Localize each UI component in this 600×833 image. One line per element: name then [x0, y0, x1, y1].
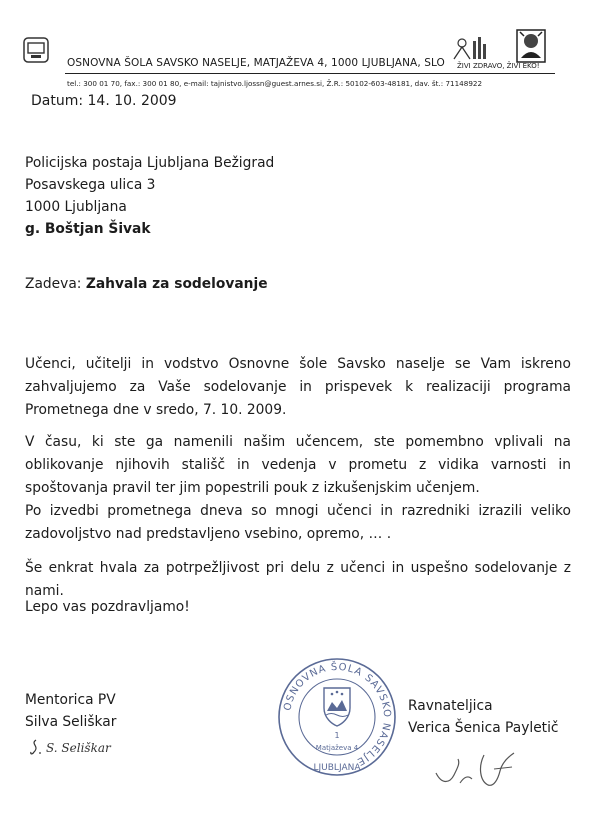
closing-greeting: Lepo vas pozdravljamo!	[25, 599, 190, 615]
stamp-city: LJUBLJANA	[313, 763, 361, 773]
stamp-ring-text: OSNOVNA ŠOLA SAVSKO NASELJE	[282, 661, 393, 768]
paragraph-4: Še enkrat hvala za potrpežljivost pri delu z učenci in uspešno sodelovanje z nami.	[25, 560, 571, 599]
school-stamp	[276, 656, 398, 778]
right-signatory-role: Ravnateljica	[408, 698, 493, 714]
subject-line	[25, 276, 268, 292]
slovenia-coat-of-arms-icon	[324, 688, 350, 726]
recipient-line-3: 1000 Ljubljana	[25, 199, 127, 215]
stamp-address: Matjaževa 4	[315, 744, 359, 752]
left-signatory-role: Mentorica PV	[25, 692, 116, 708]
right-handwritten-signature	[428, 745, 548, 790]
healthy-school-logo-icon	[448, 33, 492, 63]
stamp-number: 1	[334, 731, 340, 740]
school-contact-line: tel.: 300 01 70, fax.: 300 01 80, e-mail: tajnistvo.ljossn@guest.arnes.si, Ž.R.: 50102-603-48181, dav. št.: 71148922	[67, 79, 483, 88]
recipient-line-2: Posavskega ulica 3	[25, 177, 156, 193]
right-signatory-name: Verica Šenica Payletič	[408, 720, 559, 736]
left-signature-text: S. Seliškar	[46, 741, 111, 755]
left-signatory-name: Silva Seliškar	[25, 714, 117, 730]
paragraph-3: Po izvedbi prometnega dneva so mnogi učenci in razredniki izrazili veliko zadovoljstvo nad predstavljeno vsebino, opremo, … .	[25, 503, 571, 542]
subject-text: Zahvala za sodelovanje	[85, 276, 268, 292]
subject-label: Zadeva:	[25, 276, 82, 292]
eco-school-logo-icon	[515, 28, 547, 64]
school-logo-icon	[23, 37, 49, 63]
paragraph-2: V času, ki ste ga namenili našim učencem, ste pomembno vplivali na oblikovanje njihovih stališč in vedenja v prometu z vidika varnosti in spoštovanja pravil ter jim popestrili pouk z izkušenjskim učenjem.	[25, 434, 571, 496]
eco-slogan: ŽIVI ZDRAVO, ŽIVI EKO!	[457, 62, 540, 70]
recipient-line-1: Policijska postaja Ljubljana Bežigrad	[25, 155, 275, 171]
school-name-header: OSNOVNA ŠOLA SAVSKO NASELJE, MATJAŽEVA 4, 1000 LJUBLJANA, SLO	[67, 57, 445, 69]
letter-date: Datum: 14. 10. 2009	[31, 93, 177, 109]
paragraph-1: Učenci, učitelji in vodstvo Osnovne šole Savsko naselje se Vam iskreno zahvaljujemo za Vaše sodelovanje in prispevek k realizaciji programa Prometnega dne v sredo, 7. 10. 2009.	[25, 356, 571, 418]
left-handwritten-signature	[28, 736, 123, 758]
header-divider	[65, 73, 555, 74]
recipient-name: g. Boštjan Šivak	[25, 221, 151, 237]
